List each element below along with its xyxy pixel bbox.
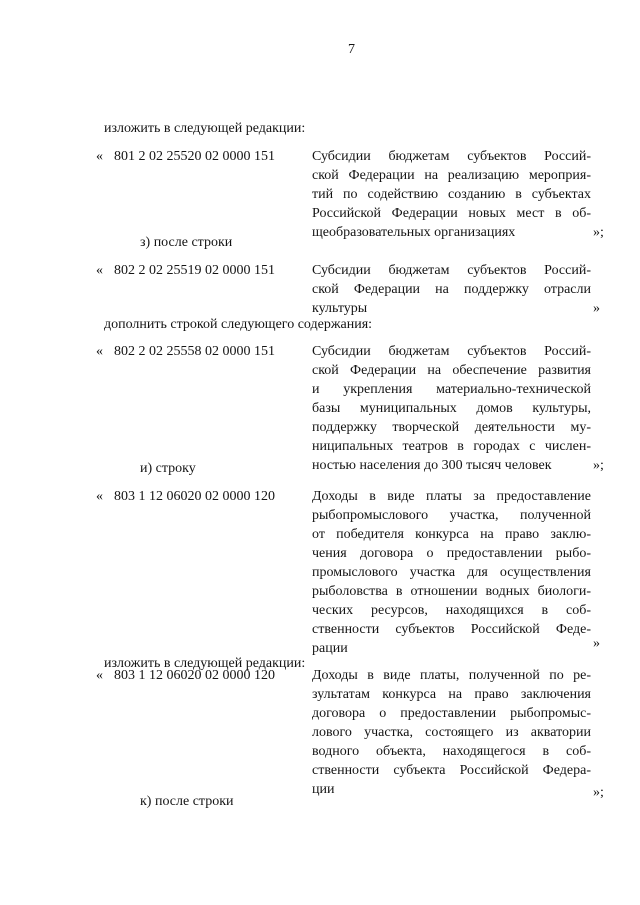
description-line: и укрепления материально-технической [312, 382, 591, 397]
description-line: Российской Федерации новых мест в об- [312, 206, 591, 221]
description-line: лового участка, состоящего из акватории [312, 725, 591, 740]
open-quote: « [96, 344, 103, 359]
open-quote: « [96, 149, 103, 164]
subpoint-heading: и) строку [140, 461, 196, 476]
close-quote: »; [593, 785, 604, 800]
open-quote: « [96, 489, 103, 504]
instruction-line: изложить в следующей редакции: [104, 656, 306, 671]
close-quote: » [593, 636, 600, 651]
description-line: чения договора о предоставлении рыбо- [312, 546, 591, 561]
description-line: Субсидии бюджетам субъектов Россий- [312, 149, 591, 164]
description-line: ской Федерации на реализацию мероприя- [312, 168, 591, 183]
description-line: Субсидии бюджетам субъектов Россий- [312, 263, 591, 278]
close-quote: » [593, 301, 600, 316]
description-line: поддержку творческой деятельности му- [312, 420, 591, 435]
description-line: Доходы в виде платы, полученной по ре- [312, 668, 591, 683]
subpoint-heading: к) после строки [140, 794, 234, 809]
subpoint-heading: з) после строки [140, 235, 233, 250]
instruction-line: изложить в следующей редакции: [104, 121, 306, 136]
description-line: рыбопромыслового участка, полученной [312, 508, 591, 523]
description-line: рации [312, 641, 348, 656]
row-description [312, 147, 591, 242]
description-line: промыслового участка для осуществления [312, 565, 591, 580]
description-line: ской Федерации на поддержку отрасли [312, 282, 591, 297]
open-quote: « [96, 263, 103, 278]
close-quote: »; [593, 225, 604, 240]
open-quote: « [96, 668, 103, 683]
row-description [312, 666, 591, 799]
description-line: Доходы в виде платы за предоставление [312, 489, 591, 504]
description-line: ции [312, 782, 335, 797]
description-line: тий по содействию созданию в субъектах [312, 187, 591, 202]
description-line: Субсидии бюджетам субъектов Россий- [312, 344, 591, 359]
instruction-line: дополнить строкой следующего содержания: [104, 317, 373, 332]
close-quote: »; [593, 458, 604, 473]
description-line: ческих ресурсов, находящихся в соб- [312, 603, 591, 618]
description-line: водного объекта, находящегося в соб- [312, 744, 591, 759]
description-line: ственности субъектов Российской Феде- [312, 622, 591, 637]
budget-code: 802 2 02 25519 02 0000 151 [114, 263, 275, 278]
description-line: культуры [312, 301, 368, 316]
description-line: договора о предоставлении рыбопромыс- [312, 706, 591, 721]
row-description [312, 261, 591, 318]
description-line: ниципальных театров в городах с числен- [312, 439, 591, 454]
budget-code: 803 1 12 06020 02 0000 120 [114, 489, 275, 504]
description-line: ственности субъекта Российской Федера- [312, 763, 591, 778]
page-number: 7 [348, 42, 355, 57]
description-line: от победителя конкурса на право заклю- [312, 527, 591, 542]
row-description [312, 342, 591, 475]
description-line: зультатам конкурса на право заключения [312, 687, 591, 702]
row-description [312, 487, 591, 658]
budget-code: 802 2 02 25558 02 0000 151 [114, 344, 275, 359]
budget-code: 803 1 12 06020 02 0000 120 [114, 668, 275, 683]
description-line: ностью населения до 300 тысяч человек [312, 458, 552, 473]
budget-code: 801 2 02 25520 02 0000 151 [114, 149, 275, 164]
description-line: щеобразовательных организациях [312, 225, 516, 240]
description-line: базы муниципальных домов культуры, [312, 401, 591, 416]
description-line: ской Федерации на обеспечение развития [312, 363, 591, 378]
description-line: рыболовства в отношении водных биологи- [312, 584, 591, 599]
